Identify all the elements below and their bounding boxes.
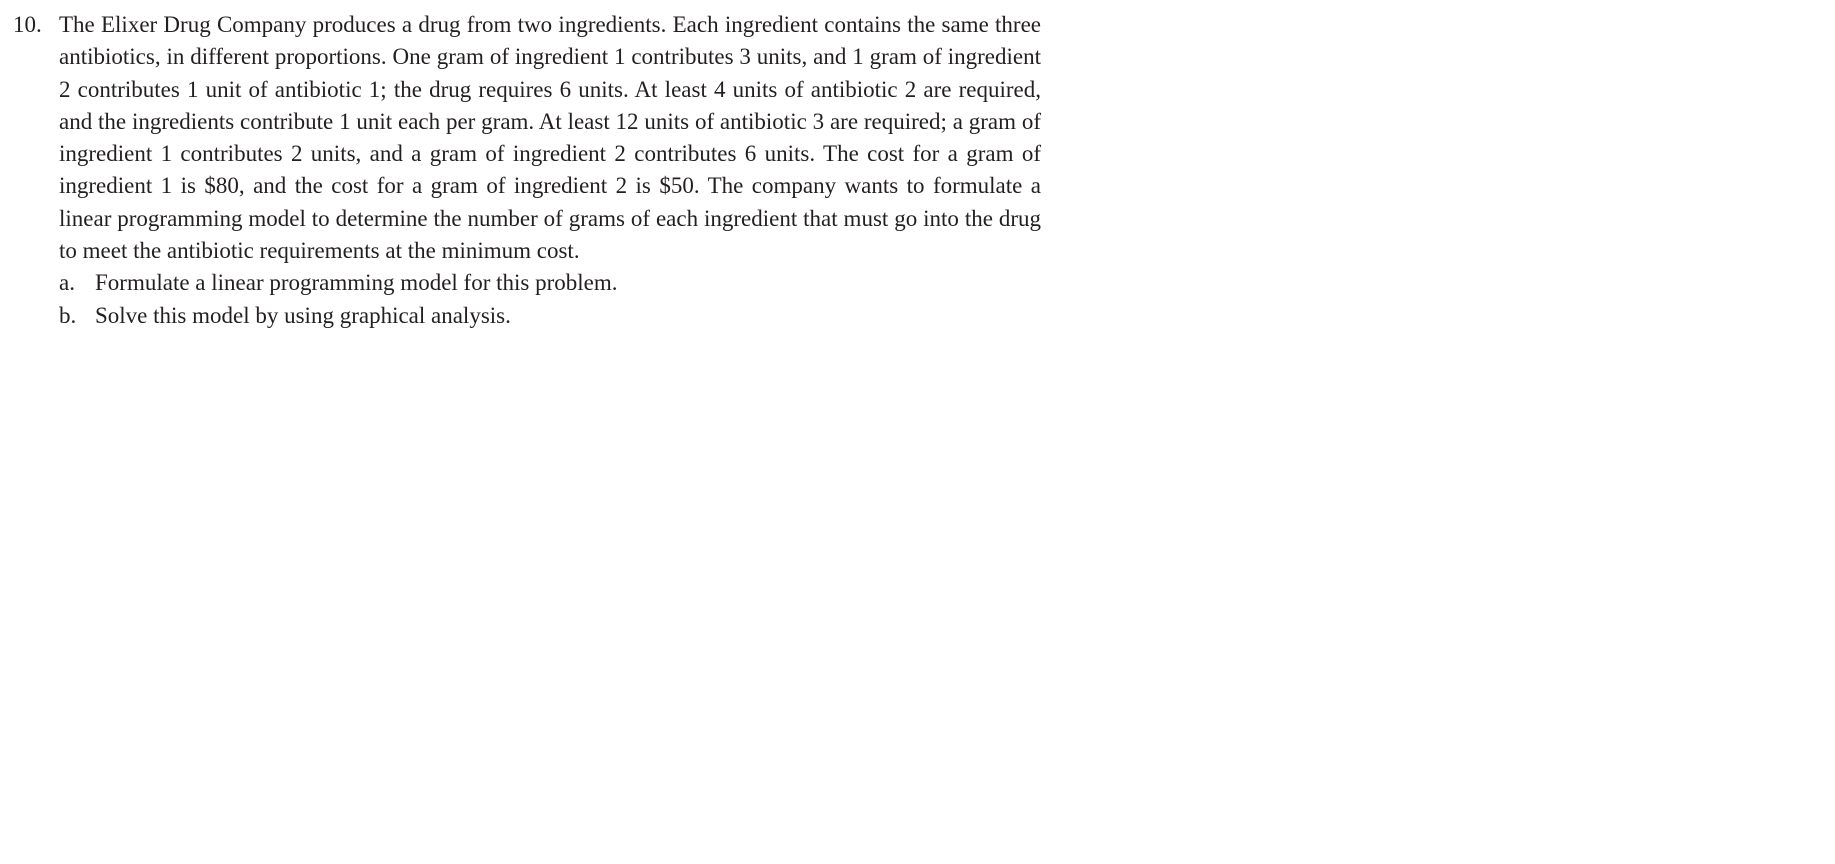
part-a-letter: a. <box>59 270 75 296</box>
problem-parts <box>59 267 1043 332</box>
problem-number: 10. <box>13 12 42 37</box>
part-b <box>59 300 1043 332</box>
problem-text: The Elixer Drug Company produces a drug from two ingredients. Each ingredient contains the same three antibiotics, in different proportions. One gram of ingredient 1 contributes 3 units, and 1 gram of ingredient 2 contributes 1 unit of antibiotic 1; the drug requires 6 units. At least 4 units of antibiotic 2 are required, and the ingredients contribute 1 unit each per gram. At least 12 units of antibiotic 3 are required; a gram of ingredient 1 contributes 2 units, and a gram of ingredient 2 contributes 6 units. The cost for a gram of ingredient 1 is $80, and the cost for a gram of ingredient 2 is $50. The company wants to formulate a linear programming model to determine the number of grams of each ingredient that must go into the drug to meet the antibiotic requirements at the minimum cost. <box>59 12 1041 264</box>
part-b-text: Solve this model by using graphical analysis. <box>95 302 511 328</box>
part-a <box>59 267 1043 299</box>
part-b-letter: b. <box>59 302 77 328</box>
problem-10 <box>13 9 1043 332</box>
problem-statement <box>13 9 1043 267</box>
part-a-text: Formulate a linear programming model for this problem. <box>95 270 618 296</box>
